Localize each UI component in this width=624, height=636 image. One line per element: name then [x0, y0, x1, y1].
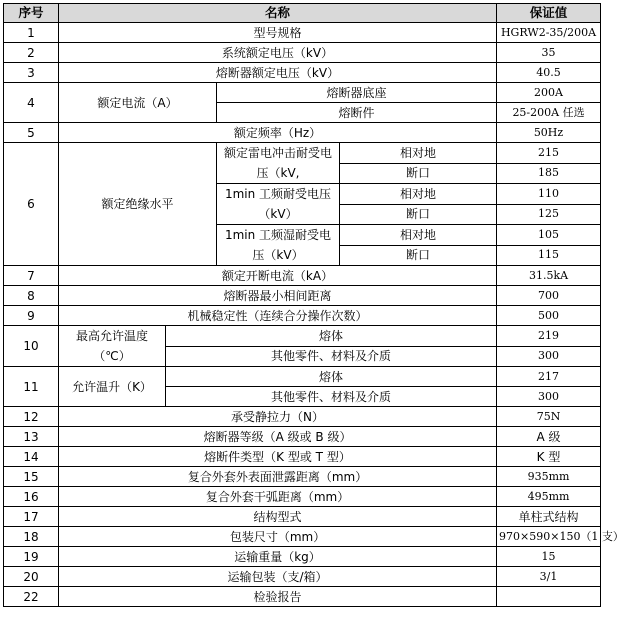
row-name: 系统额定电压（kV）: [59, 43, 497, 63]
table-row: [4, 587, 601, 607]
row-no: 16: [4, 487, 59, 507]
row-no: 18: [4, 527, 59, 547]
row-no: 8: [4, 286, 59, 306]
row-no: 20: [4, 567, 59, 587]
row-sub-item: 其他零件、材料及介质: [166, 387, 497, 407]
row-value: 单柱式结构: [497, 507, 601, 527]
header-no: 序号: [4, 4, 59, 23]
row-value: 219: [497, 326, 601, 347]
row-sub-item: 熔体: [166, 326, 497, 347]
table-row: [4, 447, 601, 467]
row-sub-item: 熔断件: [217, 103, 497, 123]
row-name: 允许温升（K）: [59, 367, 166, 407]
row-no: 10: [4, 326, 59, 367]
insulation-type: 相对地: [340, 184, 497, 205]
row-name: 熔断器等级（A 级或 B 级）: [59, 427, 497, 447]
row-value: 185: [497, 163, 601, 184]
row-value: 40.5: [497, 63, 601, 83]
table-row: [4, 43, 601, 63]
row-name: 复合外套外表面泄露距离（mm）: [59, 467, 497, 487]
row-value: 200A: [497, 83, 601, 103]
spec-table: [3, 3, 624, 607]
row-no: 15: [4, 467, 59, 487]
row-no: 14: [4, 447, 59, 467]
row-value: 700: [497, 286, 601, 306]
insulation-type: 断口: [340, 245, 497, 266]
row-value: HGRW2-35/200A: [497, 23, 601, 43]
row-no: 5: [4, 123, 59, 143]
row-name: 承受静拉力（N）: [59, 407, 497, 427]
insulation-group-power-freq: 1min 工频耐受电压（kV）: [217, 184, 340, 225]
row-value: [497, 587, 601, 607]
header-name: 名称: [59, 4, 497, 23]
row-no: 17: [4, 507, 59, 527]
row-value: K 型: [497, 447, 601, 467]
table-row: [4, 266, 601, 286]
row-value: 110: [497, 184, 601, 205]
row-value: A 级: [497, 427, 601, 447]
row-name: 运输包装（支/箱）: [59, 567, 497, 587]
row-name: 运输重量（kg）: [59, 547, 497, 567]
table-header-row: [4, 4, 601, 23]
row-value: 105: [497, 225, 601, 246]
table-row: [4, 527, 601, 547]
row-name: 额定绝缘水平: [59, 143, 217, 266]
row-name: 包装尺寸（mm）: [59, 527, 497, 547]
row-name: 熔断器最小相间距离: [59, 286, 497, 306]
table-row: [4, 286, 601, 306]
table-row: [4, 143, 601, 164]
row-value: 15: [497, 547, 601, 567]
table-row: [4, 547, 601, 567]
row-value: 3/1: [497, 567, 601, 587]
row-value: 115: [497, 245, 601, 266]
table-row: [4, 427, 601, 447]
row-sub-item: 熔体: [166, 367, 497, 387]
insulation-type: 断口: [340, 204, 497, 225]
row-no: 7: [4, 266, 59, 286]
row-sub-item: 其他零件、材料及介质: [166, 346, 497, 367]
insulation-type: 相对地: [340, 225, 497, 246]
table-row: [4, 326, 601, 347]
row-no: 11: [4, 367, 59, 407]
row-name: 检验报告: [59, 587, 497, 607]
table-row: [4, 467, 601, 487]
row-name: 最高允许温度（℃）: [59, 326, 166, 367]
row-value: 970×590×150（1 支）: [497, 527, 601, 547]
table-row: [4, 367, 601, 387]
row-no: 6: [4, 143, 59, 266]
row-no: 4: [4, 83, 59, 123]
row-value: 50Hz: [497, 123, 601, 143]
row-no: 13: [4, 427, 59, 447]
row-name: 熔断器额定电压（kV）: [59, 63, 497, 83]
row-value: 300: [497, 387, 601, 407]
row-name: 熔断件类型（K 型或 T 型）: [59, 447, 497, 467]
row-value: 935mm: [497, 467, 601, 487]
row-name: 额定开断电流（kA）: [59, 266, 497, 286]
row-no: 19: [4, 547, 59, 567]
row-value: 35: [497, 43, 601, 63]
insulation-type: 相对地: [340, 143, 497, 164]
row-sub-item: 熔断器底座: [217, 83, 497, 103]
row-no: 2: [4, 43, 59, 63]
row-no: 1: [4, 23, 59, 43]
row-name: 额定电流（A）: [59, 83, 217, 123]
row-value: 215: [497, 143, 601, 164]
row-value: 217: [497, 367, 601, 387]
row-name: 结构型式: [59, 507, 497, 527]
table-row: [4, 83, 601, 103]
table-row: [4, 123, 601, 143]
insulation-group-wet: 1min 工频湿耐受电压（kV）: [217, 225, 340, 266]
table-row: [4, 567, 601, 587]
row-name: 复合外套干弧距离（mm）: [59, 487, 497, 507]
row-value: 31.5kA: [497, 266, 601, 286]
row-name: 机械稳定性（连续合分操作次数）: [59, 306, 497, 326]
table-row: [4, 306, 601, 326]
row-value: 125: [497, 204, 601, 225]
row-name: 额定频率（Hz）: [59, 123, 497, 143]
row-value: 495mm: [497, 487, 601, 507]
table-row: [4, 63, 601, 83]
row-value: 300: [497, 346, 601, 367]
row-name: 型号规格: [59, 23, 497, 43]
table-row: [4, 407, 601, 427]
row-no: 3: [4, 63, 59, 83]
row-value: 25-200A 任选: [497, 103, 601, 123]
insulation-type: 断口: [340, 163, 497, 184]
row-no: 22: [4, 587, 59, 607]
table-row: [4, 507, 601, 527]
row-value: 75N: [497, 407, 601, 427]
row-no: 9: [4, 306, 59, 326]
row-value: 500: [497, 306, 601, 326]
insulation-group-lightning: 额定雷电冲击耐受电压（kV,: [217, 143, 340, 184]
table-row: [4, 23, 601, 43]
table-row: [4, 487, 601, 507]
row-no: 12: [4, 407, 59, 427]
header-value: 保证值: [497, 4, 601, 23]
